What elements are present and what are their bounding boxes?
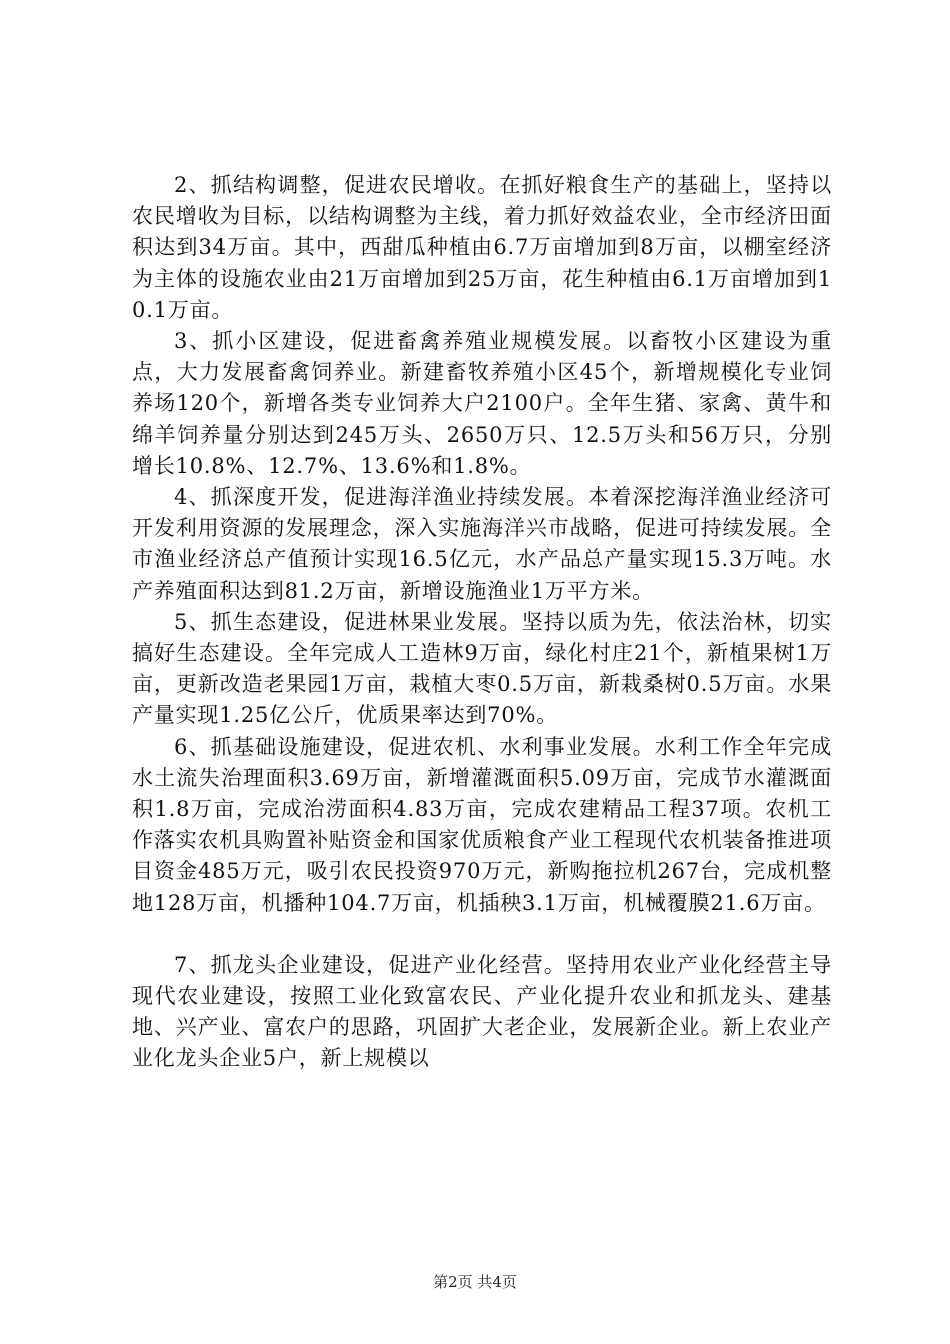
paragraph-livestock-breeding: 3、抓小区建设，促进畜禽养殖业规模发展。以畜牧小区建设为重点，大力发展畜禽饲养业。新建畜牧养殖小区45个，新增规模化专业饲养场120个，新增各类专业饲养大户2100户。全年生猪、家禽、黄牛和绵羊饲养量分别达到245万头、2650万只、12.5万头和56万只，分别增长10.8%、12.7%、13.6%和1.8%。 (132, 329, 832, 478)
paragraph-infrastructure: 6、抓基础设施建设，促进农机、水利事业发展。水利工作全年完成水土流失治理面积3.69万亩，新增灌溉面积5.09万亩，完成节水灌溉面积1.8万亩，完成治涝面积4.83万亩，完成农建精品工程37项。农机工作落实农机具购置补贴资金和国家优质粮食产业工程现代农机装备推进项目资金485万元，吸引农民投资970万元，新购拖拉机267台，完成机整地128万亩，机播种104.7万亩，机插秧3.1万亩，机械覆膜21.6万亩。 (132, 734, 832, 915)
document-body (132, 170, 832, 1075)
paragraph-marine-fishery: 4、抓深度开发，促进海洋渔业持续发展。本着深挖海洋渔业经济可开发利用资源的发展理念，深入实施海洋兴市战略，促进可持续发展。全市渔业经济总产值预计实现16.5亿元，水产品总产量实现15.3万吨。水产养殖面积达到81.2万亩，新增设施渔业1万平方米。 (132, 485, 832, 603)
paragraph-leading-enterprises: 7、抓龙头企业建设，促进产业化经营。坚持用农业产业化经营主导现代农业建设，按照工业化致富农民、产业化提升农业和抓龙头、建基地、兴产业、富农户的思路，巩固扩大老企业，发展新企业。新上农业产业化龙头企业5户，新上规模以 (132, 952, 832, 1071)
paragraph-forestry-fruit: 5、抓生态建设，促进林果业发展。坚持以质为先，依法治林，切实搞好生态建设。全年完成人工造林9万亩，绿化村庄21个，新植果树1万亩，更新改造老果园1万亩，栽植大枣0.5万亩，新栽桑树0.5万亩。水果产量实现1.25亿公斤，优质果率达到70%。 (132, 609, 832, 728)
paragraph-structure-adjustment: 2、抓结构调整，促进农民增收。在抓好粮食生产的基础上，坚持以农民增收为目标，以结构调整为主线，着力抓好效益农业，全市经济田面积达到34万亩。其中，西甜瓜种植由6.7万亩增加到8万亩，以棚室经济为主体的设施农业由21万亩增加到25万亩，花生种植由6.1万亩增加到10.1万亩。 (132, 173, 832, 322)
page-number-footer: 第2页 共4页 (433, 1273, 517, 1291)
